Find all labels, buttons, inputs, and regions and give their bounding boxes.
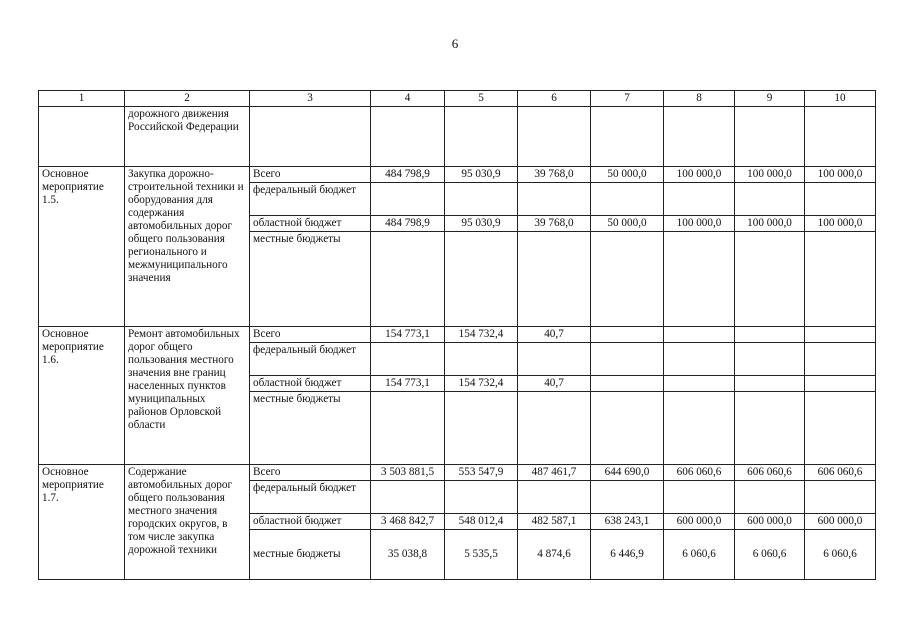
value-cell: 487 461,7 — [518, 465, 591, 481]
value-cell: 548 012,4 — [445, 514, 518, 530]
value-cell: 600 000,0 — [664, 514, 735, 530]
value-cell — [664, 392, 735, 465]
table-row — [39, 167, 876, 183]
value-cell — [371, 232, 445, 327]
value-cell: 553 547,9 — [445, 465, 518, 481]
value-cell: 50 000,0 — [591, 216, 664, 232]
value-cell: 484 798,9 — [371, 216, 445, 232]
event-code-cell: Основное мероприятие 1.7. — [39, 465, 125, 580]
column-number: 9 — [735, 91, 805, 107]
value-cell: 606 060,6 — [805, 465, 876, 481]
value-cell — [805, 481, 876, 514]
column-number: 1 — [39, 91, 125, 107]
value-cell — [445, 343, 518, 376]
value-cell — [591, 392, 664, 465]
empty-cell — [664, 107, 735, 167]
funding-source-cell: Всего — [250, 167, 371, 183]
column-number: 3 — [250, 91, 371, 107]
value-cell — [805, 343, 876, 376]
value-cell — [518, 481, 591, 514]
table-body — [39, 91, 876, 580]
funding-source-cell: областной бюджет — [250, 216, 371, 232]
value-cell — [664, 232, 735, 327]
value-cell — [518, 343, 591, 376]
value-cell — [445, 183, 518, 216]
value-cell — [735, 392, 805, 465]
value-cell: 100 000,0 — [664, 216, 735, 232]
value-cell: 40,7 — [518, 327, 591, 343]
budget-table — [38, 90, 876, 580]
header-row — [39, 91, 876, 107]
value-cell: 638 243,1 — [591, 514, 664, 530]
empty-cell — [250, 107, 371, 167]
value-cell — [735, 343, 805, 376]
column-number: 5 — [445, 91, 518, 107]
value-cell: 40,7 — [518, 376, 591, 392]
value-cell — [591, 183, 664, 216]
value-cell — [664, 481, 735, 514]
continuation-row — [39, 107, 876, 167]
value-cell — [805, 392, 876, 465]
event-code-cell: Основное мероприятие 1.5. — [39, 167, 125, 327]
empty-cell — [735, 107, 805, 167]
event-name-cell: Содержание автомобильных дорог общего пользования местного значения городских округов, в том числе закупка дорожной техники — [125, 465, 250, 580]
empty-cell — [371, 107, 445, 167]
value-cell — [591, 376, 664, 392]
value-cell — [735, 481, 805, 514]
value-cell — [445, 481, 518, 514]
funding-source-cell: местные бюджеты — [250, 232, 371, 327]
value-cell: 6 060,6 — [735, 530, 805, 580]
column-number: 7 — [591, 91, 664, 107]
funding-source-cell: федеральный бюджет — [250, 183, 371, 216]
value-cell: 95 030,9 — [445, 216, 518, 232]
funding-source-cell: Всего — [250, 465, 371, 481]
funding-source-cell: областной бюджет — [250, 514, 371, 530]
value-cell — [518, 183, 591, 216]
value-cell — [664, 183, 735, 216]
value-cell — [735, 327, 805, 343]
value-cell: 600 000,0 — [735, 514, 805, 530]
value-cell: 100 000,0 — [735, 216, 805, 232]
value-cell — [591, 343, 664, 376]
value-cell: 100 000,0 — [664, 167, 735, 183]
column-number: 4 — [371, 91, 445, 107]
value-cell — [805, 183, 876, 216]
value-cell — [591, 327, 664, 343]
page-number: 6 — [451, 36, 459, 51]
value-cell — [805, 232, 876, 327]
value-cell: 6 060,6 — [664, 530, 735, 580]
event-name-cell: Ремонт автомобильных дорог общего пользования местного значения вне границ населенных пунктов муниципальных районов Орловской области — [125, 327, 250, 465]
table-row — [39, 465, 876, 481]
value-cell: 100 000,0 — [805, 216, 876, 232]
value-cell: 6 446,9 — [591, 530, 664, 580]
value-cell — [518, 392, 591, 465]
value-cell — [445, 392, 518, 465]
funding-source-cell: местные бюджеты — [250, 530, 371, 580]
value-cell: 484 798,9 — [371, 167, 445, 183]
value-cell — [371, 481, 445, 514]
funding-source-cell: федеральный бюджет — [250, 343, 371, 376]
funding-source-cell: федеральный бюджет — [250, 481, 371, 514]
value-cell — [735, 183, 805, 216]
empty-cell — [445, 107, 518, 167]
value-cell: 6 060,6 — [805, 530, 876, 580]
value-cell — [518, 232, 591, 327]
value-cell — [371, 343, 445, 376]
event-code-cell — [39, 107, 125, 167]
funding-source-cell: местные бюджеты — [250, 392, 371, 465]
value-cell — [664, 376, 735, 392]
event-code-cell: Основное мероприятие 1.6. — [39, 327, 125, 465]
value-cell — [371, 183, 445, 216]
value-cell: 39 768,0 — [518, 167, 591, 183]
table-row — [39, 327, 876, 343]
empty-cell — [805, 107, 876, 167]
value-cell: 3 503 881,5 — [371, 465, 445, 481]
value-cell — [805, 376, 876, 392]
value-cell — [735, 232, 805, 327]
empty-cell — [518, 107, 591, 167]
funding-source-cell: Всего — [250, 327, 371, 343]
value-cell — [805, 327, 876, 343]
value-cell: 154 773,1 — [371, 376, 445, 392]
value-cell: 4 874,6 — [518, 530, 591, 580]
value-cell — [445, 232, 518, 327]
value-cell — [664, 343, 735, 376]
column-number: 10 — [805, 91, 876, 107]
value-cell: 39 768,0 — [518, 216, 591, 232]
event-name-cell: дорожного движения Российской Федерации — [125, 107, 250, 167]
value-cell: 482 587,1 — [518, 514, 591, 530]
empty-cell — [591, 107, 664, 167]
value-cell: 600 000,0 — [805, 514, 876, 530]
value-cell: 3 468 842,7 — [371, 514, 445, 530]
value-cell — [371, 392, 445, 465]
value-cell: 95 030,9 — [445, 167, 518, 183]
value-cell: 50 000,0 — [591, 167, 664, 183]
value-cell: 154 732,4 — [445, 376, 518, 392]
value-cell: 35 038,8 — [371, 530, 445, 580]
value-cell — [735, 376, 805, 392]
column-number: 6 — [518, 91, 591, 107]
column-number: 2 — [125, 91, 250, 107]
value-cell: 154 773,1 — [371, 327, 445, 343]
event-name-cell: Закупка дорожно-строительной техники и оборудования для содержания автомобильных дорог общего пользования регионального и межмуниципального значения — [125, 167, 250, 327]
value-cell: 644 690,0 — [591, 465, 664, 481]
column-number: 8 — [664, 91, 735, 107]
value-cell: 606 060,6 — [664, 465, 735, 481]
value-cell — [591, 232, 664, 327]
funding-source-cell: областной бюджет — [250, 376, 371, 392]
value-cell — [591, 481, 664, 514]
value-cell: 5 535,5 — [445, 530, 518, 580]
value-cell — [664, 327, 735, 343]
value-cell: 100 000,0 — [805, 167, 876, 183]
value-cell: 606 060,6 — [735, 465, 805, 481]
value-cell: 100 000,0 — [735, 167, 805, 183]
value-cell: 154 732,4 — [445, 327, 518, 343]
